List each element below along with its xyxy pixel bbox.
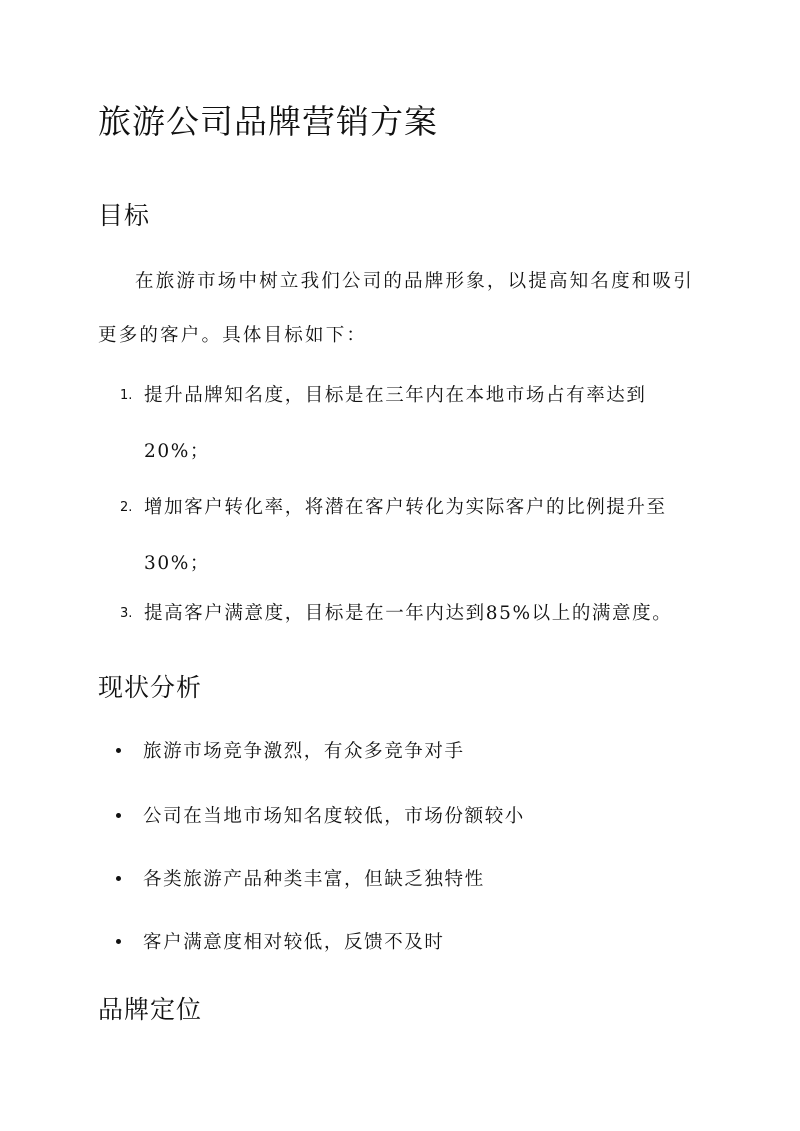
list-item-text: 提升品牌知名度，目标是在三年内在本地市场占有率达到20%； [144,385,647,462]
bullet-icon [116,748,121,753]
goal-list-item [120,586,702,642]
list-item-text: 增加客户转化率，将潜在客户转化为实际客户的比例提升至30%； [144,497,667,574]
analysis-list-item [116,866,702,894]
analysis-list-item [116,738,702,766]
section-heading-goal: 目标 [98,201,151,230]
list-item-text: 公司在当地市场知名度较低，市场份额较小 [143,806,525,827]
list-item-text: 提高客户满意度，目标是在一年内达到85%以上的满意度。 [144,603,673,624]
list-number: 2. [120,500,133,515]
goal-list-item [120,368,702,480]
goal-list-item [120,480,702,592]
bullet-icon [116,939,121,944]
analysis-list-item [116,803,702,831]
bullet-icon [116,813,121,818]
list-number: 1. [120,388,133,403]
document-title: 旅游公司品牌营销方案 [98,102,438,141]
section-heading-positioning: 品牌定位 [98,995,203,1024]
list-item-text: 旅游市场竞争激烈，有众多竞争对手 [143,741,465,762]
goal-paragraph: 在旅游市场中树立我们公司的品牌形象，以提高知名度和吸引更多的客户。具体目标如下： [98,271,694,346]
analysis-list-item [116,929,702,957]
bullet-icon [116,876,121,881]
list-item-text: 客户满意度相对较低，反馈不及时 [143,932,445,953]
list-number: 3. [120,606,133,621]
section-heading-analysis: 现状分析 [98,673,203,702]
list-item-text: 各类旅游产品种类丰富，但缺乏独特性 [143,869,485,890]
